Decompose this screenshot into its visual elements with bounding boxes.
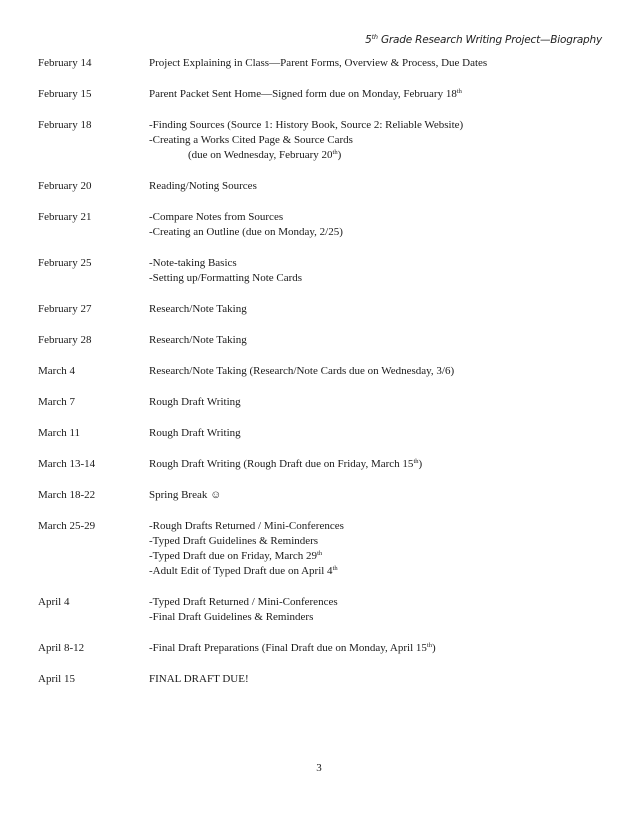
activity-line [149,457,598,472]
activity-line [149,225,598,240]
activity-text: -Typed Draft Guidelines & Reminders [149,535,319,547]
schedule-row [38,118,598,163]
activity-line [149,179,598,194]
activity-text: Reading/Noting Sources [149,180,257,192]
activity-line [149,610,598,625]
activity-line [149,302,598,317]
schedule-row [38,364,598,379]
activity-text: Research/Note Taking (Research/Note Cards due on Wednesday, 3/6) [149,365,455,377]
schedule-activity [149,641,598,656]
activity-line [149,333,598,348]
schedule-row [38,488,598,503]
schedule-date: February 20 [38,180,92,192]
schedule-row [38,179,598,194]
activity-text: -Rough Drafts Returned / Mini-Conferences [149,520,344,532]
activity-line [149,395,598,410]
schedule-activity [149,595,598,625]
schedule-row [38,641,598,656]
activity-text: -Adult Edit of Typed Draft due on April 4 [149,565,333,577]
schedule-date: March 25-29 [38,520,96,532]
schedule-activity [149,56,598,71]
schedule-date: March 11 [38,427,81,439]
activity-text-suffix: ) [431,642,436,654]
activity-text: -Typed Draft due on Friday, March 29 [149,550,318,562]
schedule-activity [149,210,598,240]
activity-line [149,672,598,687]
activity-text: -Compare Notes from Sources [149,211,284,223]
schedule-row [38,672,598,687]
schedule-row [38,395,598,410]
schedule-row [38,210,598,240]
activity-text: Rough Draft Writing (Rough Draft due on Friday, March 15 [149,458,414,470]
schedule-activity [149,395,598,410]
activity-line [149,210,598,225]
schedule-row [38,56,598,71]
schedule-date: March 18-22 [38,489,96,501]
schedule-activity [149,672,598,687]
activity-line [149,549,598,564]
schedule-row [38,87,598,102]
activity-line [149,534,598,549]
schedule-date: February 18 [38,119,92,131]
activity-line [149,426,598,441]
activity-text: (due on Wednesday, February 20 [188,149,333,161]
schedule-activity [149,426,598,441]
activity-text: Rough Draft Writing [149,396,241,408]
header-grade-superscript: th [371,33,378,41]
activity-text: FINAL DRAFT DUE! [149,673,249,685]
schedule-date: April 15 [38,673,75,685]
schedule-date: March 13-14 [38,458,96,470]
activity-text: Spring Break ☺ [149,489,222,501]
schedule-activity [149,333,598,348]
activity-line [149,118,598,133]
activity-text: Research/Note Taking [149,334,247,346]
schedule-date: February 15 [38,88,92,100]
schedule-list [38,56,598,703]
schedule-row [38,302,598,317]
activity-text: Parent Packet Sent Home—Signed form due on Monday, February 18 [149,88,457,100]
activity-text-suffix: ) [418,458,423,470]
activity-line [149,56,598,71]
activity-line [149,641,598,656]
activity-text: -Creating an Outline (due on Monday, 2/25) [149,226,343,238]
activity-text: -Final Draft Guidelines & Reminders [149,611,314,623]
ordinal-superscript: th [332,149,338,156]
activity-line [149,364,598,379]
activity-text: -Note-taking Basics [149,257,237,269]
activity-text: -Creating a Works Cited Page & Source Cards [149,134,353,146]
activity-line [149,595,598,610]
ordinal-superscript: th [317,550,323,557]
schedule-activity [149,179,598,194]
schedule-date: April 8-12 [38,642,85,654]
activity-line [149,148,598,163]
schedule-activity [149,364,598,379]
schedule-activity [149,87,598,102]
activity-text: -Finding Sources (Source 1: History Book, Source 2: Reliable Website) [149,119,464,131]
schedule-activity [149,302,598,317]
schedule-activity [149,256,598,286]
header-grade-number: 5 [365,34,372,46]
activity-text: -Setting up/Formatting Note Cards [149,272,303,284]
schedule-row [38,426,598,441]
page-number: 3 [316,762,322,774]
activity-line [149,256,598,271]
activity-line [149,519,598,534]
activity-text: Research/Note Taking [149,303,247,315]
schedule-row [38,519,598,579]
ordinal-superscript: th [332,565,338,572]
schedule-date: February 25 [38,257,92,269]
schedule-date: February 27 [38,303,92,315]
ordinal-superscript: th [426,642,432,649]
schedule-row [38,595,598,625]
page-header [365,34,602,46]
activity-text: -Typed Draft Returned / Mini-Conferences [149,596,338,608]
activity-line [149,271,598,286]
activity-text-suffix: ) [337,149,342,161]
schedule-activity [149,118,598,163]
activity-text: Project Explaining in Class—Parent Forms, Overview & Process, Due Dates [149,57,488,69]
activity-line [149,133,598,148]
activity-line [149,488,598,503]
schedule-date: April 4 [38,596,70,608]
schedule-activity [149,457,598,472]
schedule-date: February 28 [38,334,92,346]
activity-text: Rough Draft Writing [149,427,241,439]
schedule-row [38,333,598,348]
schedule-activity [149,519,598,579]
activity-line [149,87,598,102]
schedule-date: March 7 [38,396,75,408]
schedule-date: March 4 [38,365,75,377]
ordinal-superscript: th [456,88,462,95]
schedule-activity [149,488,598,503]
ordinal-superscript: th [413,458,419,465]
header-title: Grade Research Writing Project—Biography [377,34,602,46]
schedule-date: February 21 [38,211,92,223]
activity-line [149,564,598,579]
activity-text: -Final Draft Preparations (Final Draft due on Monday, April 15 [149,642,427,654]
schedule-row [38,457,598,472]
schedule-row [38,256,598,286]
schedule-date: February 14 [38,57,92,69]
